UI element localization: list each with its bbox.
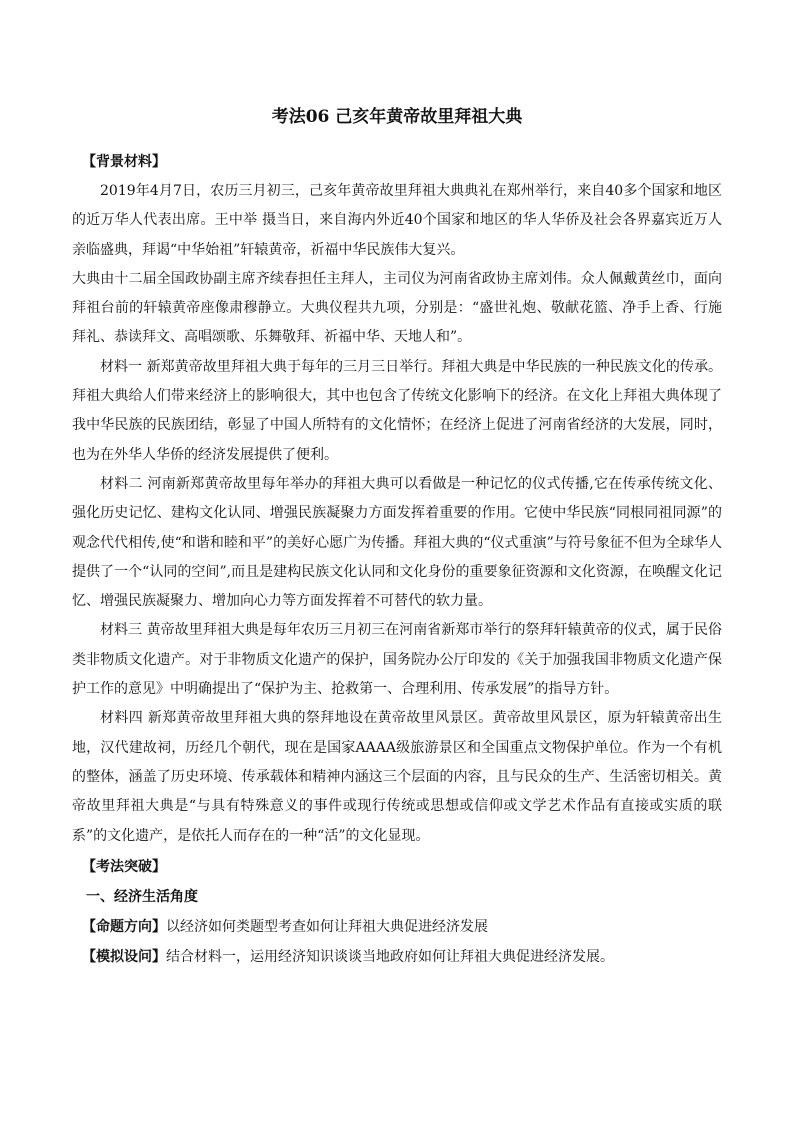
simulated-question	[72, 942, 722, 972]
material-two: 材料二 河南新郑黄帝故里每年举办的拜祖大典可以看做是一种记忆的仪式传播,它在传承传统文化、强化历史记忆、建构文化认同、增强民族凝聚力方面发挥着重要的作用。它使中华民族“同根同祖同源”的观念代代相传,使“和谐和睦和平”的美好心愿广为传播。拜祖大典的“仪式重演”与符号象征不但为全球华人提供了一个“认同的空间”,而且是建构民族文化认同和文化身份的重要象征资源和文化资源，在唤醒文化记忆、增强民族凝聚力、增加向心力等方面发挥着不可替代的软力量。	[72, 475, 722, 610]
simulated-question-label: 【模拟设问】	[82, 948, 166, 965]
simulated-question-text: 结合材料一，运用经济知识谈谈当地政府如何让拜祖大典促进经济发展。	[166, 948, 614, 965]
page-title: 考法06 己亥年黄帝故里拜祖大典	[271, 107, 523, 127]
breakthrough-heading: 【考法突破】	[82, 858, 166, 875]
proposition-direction	[72, 912, 722, 942]
proposition-direction-label: 【命题方向】	[82, 918, 166, 935]
background-paragraph-1: 2019年4月7日，农历三月初三，己亥年黄帝故里拜祖大典典礼在郑州举行，来自40多个国家和地区的近万华人代表出席。王中举 摄当日，来自海内外近40个国家和地区的华人华侨及社会各界嘉宾近万人亲临盛典，拜谒“中华始祖”轩辕黄帝，祈福中华民族伟大复兴。	[72, 183, 722, 258]
material-one: 材料一 新郑黄帝故里拜祖大典于每年的三月三日举行。拜祖大典是中华民族的一种民族文化的传承。拜祖大典给人们带来经济上的影响很大，其中也包含了传统文化影响下的经济。在文化上拜祖大典体现了我中华民族的民族团结，彰显了中国人所特有的文化情怀；在经济上促进了河南省经济的大发展，同时，也为在外华人华侨的经济发展提供了便利。	[72, 358, 722, 463]
material-four: 材料四 新郑黄帝故里拜祖大典的祭拜地设在黄帝故里风景区。黄帝故里风景区，原为轩辕黄帝出生地，汉代建故祠，历经几个朝代，现在是国家AAAA级旅游景区和全国重点文物保护单位。作为一个有机的整体，涵盖了历史环境、传承载体和精神内涵这三个层面的内容，且与民众的生产、生活密切相关。黄帝故里拜祖大典是“与具有特殊意义的事件或现行传统或思想或信仰或文学艺术作品有直接或实质的联系”的文化遗产，是依托人而存在的一种“活”的文化显现。	[72, 710, 722, 844]
proposition-direction-text: 以经济如何类题型考查如何让拜祖大典促进经济发展	[166, 918, 488, 935]
background-paragraph-2: 大典由十二届全国政协副主席齐续春担任主拜人，主司仪为河南省政协主席刘伟。众人佩戴黄丝巾，面向拜祖台前的轩辕黄帝座像肃穆静立。大典仪程共九项，分别是：“盛世礼炮、敬献花篮、净手上香、行施拜礼、恭读拜文、高唱颂歌、乐舞敬拜、祈福中华、天地人和”。	[72, 270, 722, 346]
section-economic-life: 一、经济生活角度	[86, 888, 198, 905]
material-three: 材料三 黄帝故里拜祖大典是每年农历三月初三在河南省新郑市举行的祭拜轩辕黄帝的仪式，属于民俗类非物质文化遗产。对于非物质文化遗产的保护，国务院办公厅印发的《关于加强我国非物质文化遗产保护工作的意见》中明确提出了“保护为主、抢救第一、合理利用、传承发展”的指导方针。	[72, 622, 722, 698]
background-heading: 【背景材料】	[82, 154, 166, 170]
